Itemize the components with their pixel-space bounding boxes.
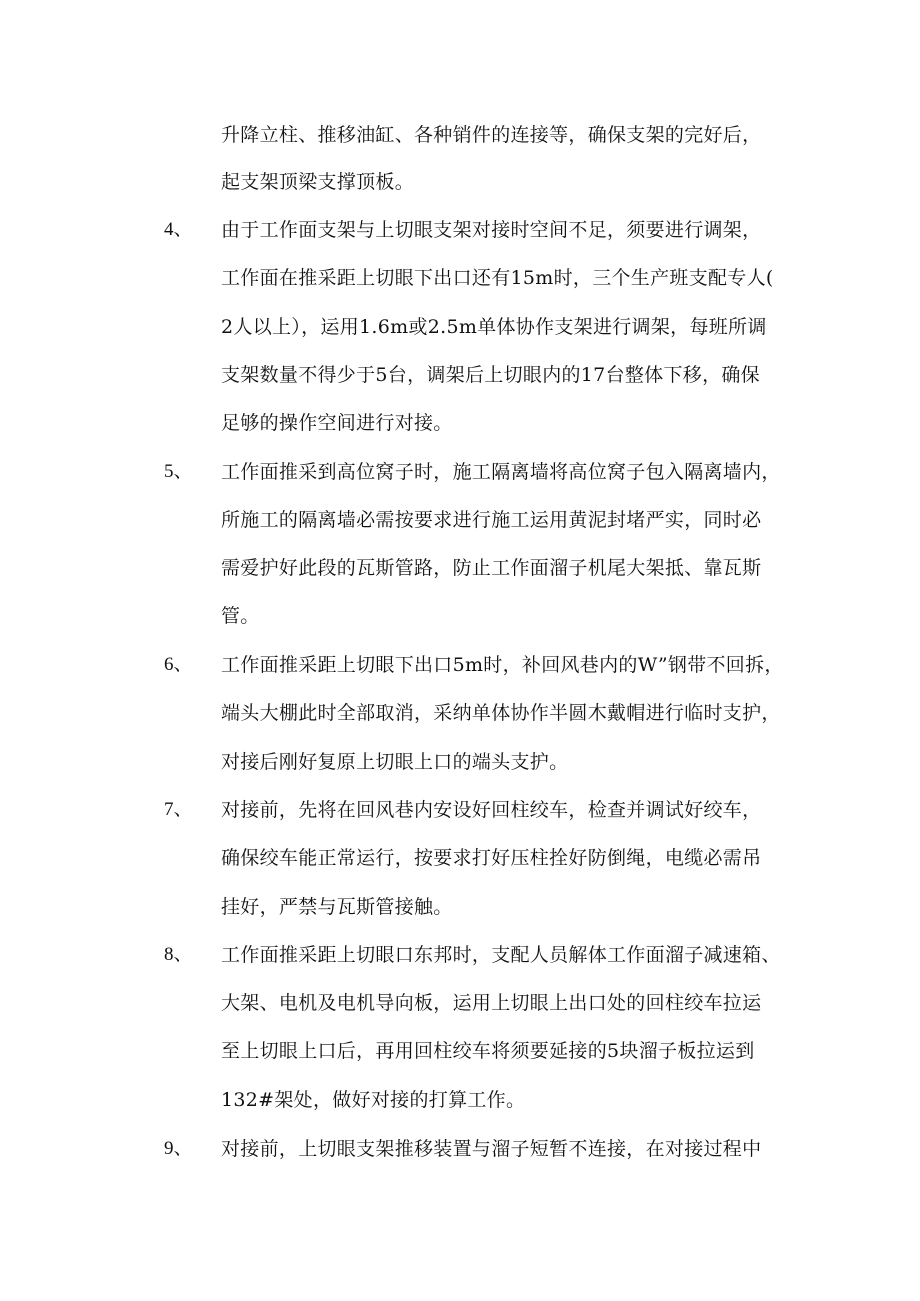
item-line: 支架数量不得少于5台，调架后上切眼内的17台整体下移，确保 — [221, 364, 760, 386]
item-number: 6、 — [164, 654, 193, 675]
item-number: 4、 — [164, 219, 193, 240]
continuation-line: 升降立柱、推移油缸、各种销件的连接等，确保支架的完好后， — [221, 124, 762, 146]
item-line: 端头大棚此时全部取消，采纳单体协作半圆木戴帽进行临时支护， — [221, 702, 781, 724]
item-line: 需爱护好此段的瓦斯管路，防止工作面溜子机尾大架抵、靠瓦斯 — [221, 557, 762, 579]
item-line: 工作面推采到高位窝子时，施工隔离墙将高位窝子包入隔离墙内， — [221, 461, 781, 483]
continuation-line: 起支架顶梁支撑顶板。 — [221, 171, 415, 193]
item-number: 5、 — [164, 461, 193, 482]
item-line: 对接前，先将在回风巷内安设好回柱绞车，检查并调试好绞车， — [221, 799, 762, 821]
item-line: 管。 — [221, 605, 260, 627]
item-number: 7、 — [164, 799, 193, 820]
item-line: 至上切眼上口后，再用回柱绞车将须要延接的5块溜子板拉运到 — [221, 1040, 755, 1062]
item-line: 2人以上），运用1.6m或2.5m单体协作支架进行调架，每班所调 — [221, 316, 767, 338]
item-line: 工作面在推采距上切眼下出口还有15m时，三个生产班支配专人( — [221, 267, 774, 289]
item-line: 大架、电机及电机导向板，运用上切眼上出口处的回柱绞车拉运 — [221, 992, 762, 1014]
item-line: 由于工作面支架与上切眼支架对接时空间不足，须要进行调架， — [221, 219, 762, 241]
item-line: 工作面推采距上切眼口东邦时，支配人员解体工作面溜子减速箱、 — [221, 944, 781, 966]
item-line: 所施工的隔离墙必需按要求进行施工运用黄泥封堵严实，同时必 — [221, 509, 762, 531]
item-line: 工作面推采距上切眼下出口5m时，补回风巷内的W”钢带不回拆， — [221, 654, 784, 676]
item-line: 132#架处，做好对接的打算工作。 — [221, 1089, 526, 1111]
item-number: 8、 — [164, 944, 193, 965]
item-line: 挂好，严禁与瓦斯管接触。 — [221, 896, 453, 918]
item-number: 9、 — [164, 1138, 193, 1159]
item-line: 确保绞车能正常运行，按要求打好压柱拴好防倒绳，电缆必需吊 — [221, 847, 762, 869]
item-line: 对接后刚好复原上切眼上口的端头支护。 — [221, 751, 569, 773]
item-line: 足够的操作空间进行对接。 — [221, 412, 453, 434]
item-line: 对接前，上切眼支架推移装置与溜子短暂不连接，在对接过程中 — [221, 1138, 762, 1160]
